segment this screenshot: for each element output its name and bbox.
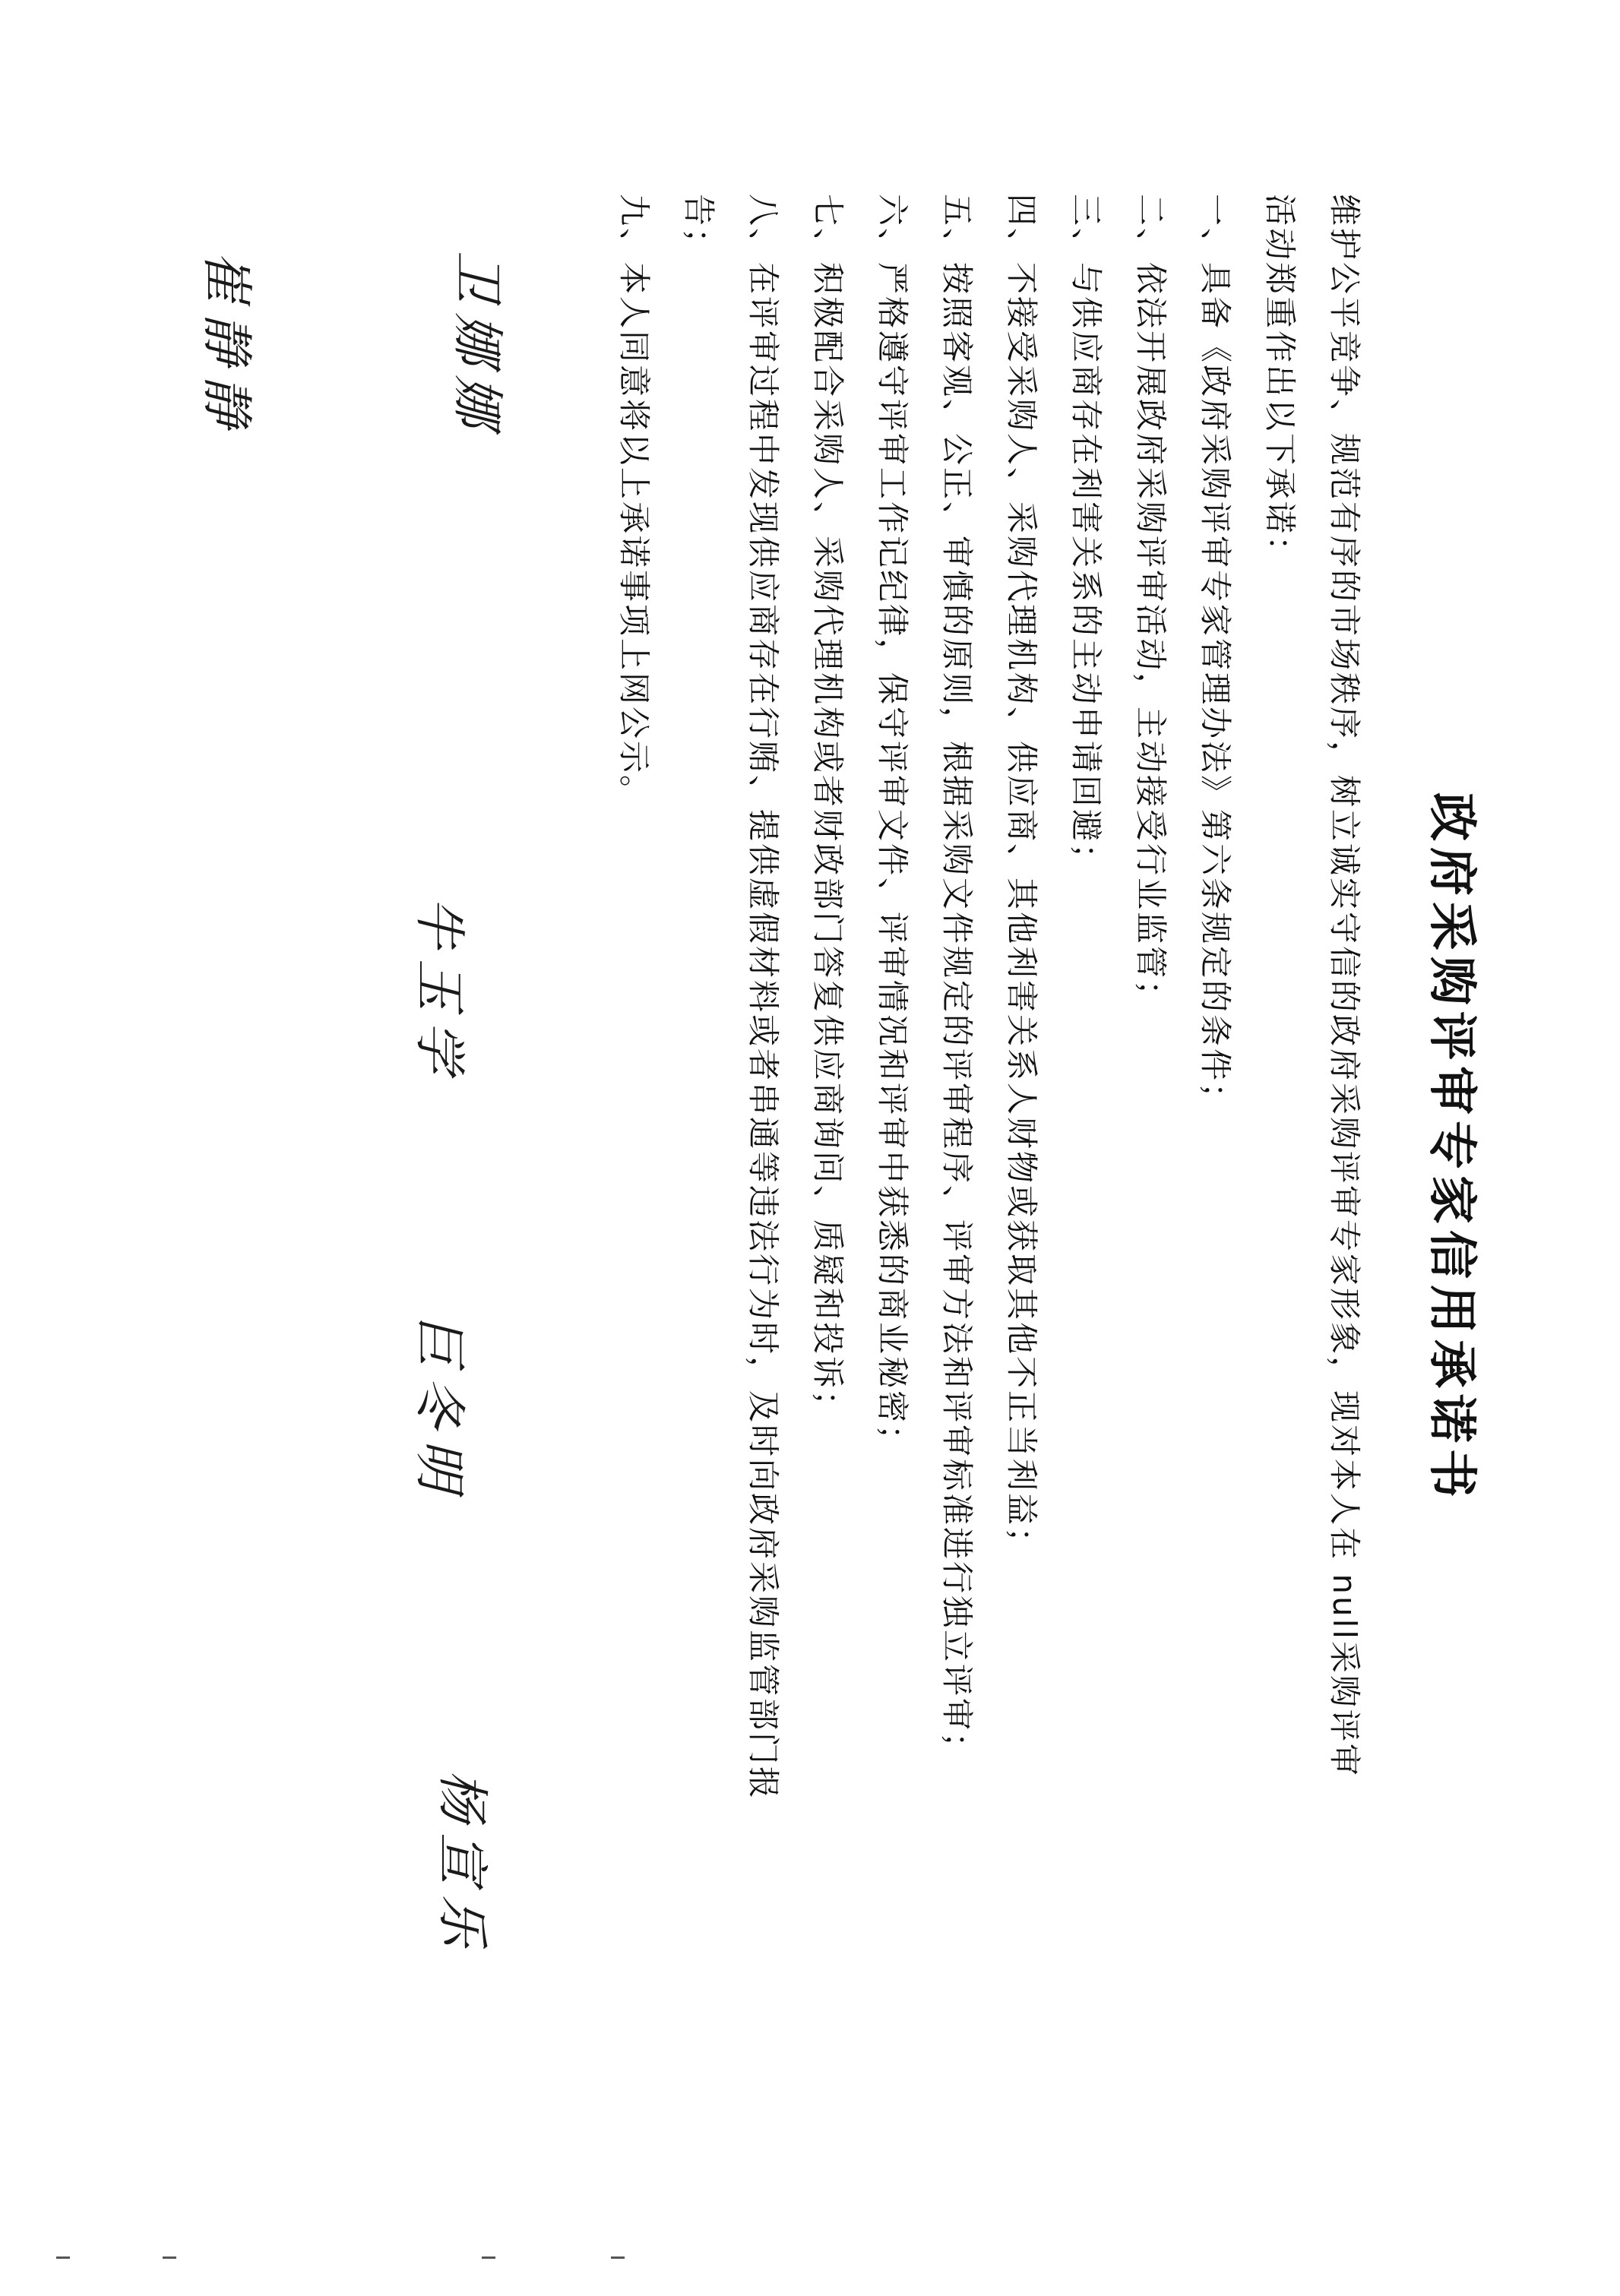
scan-mark	[482, 2256, 495, 2259]
commitment-item-8: 八、在评审过程中发现供应商存在行贿、提供虚假材料或者串通等违法行为时，及时向政府采购监管部门报	[745, 194, 782, 1801]
commitment-item-4: 四、不接受采购人、采购代理机构、供应商、其他利害关系人财物或获取其他不正当利益；	[1003, 194, 1040, 1562]
signature-4: 杨宣乐	[432, 1770, 492, 1958]
commitment-item-8-continuation: 告；	[680, 194, 717, 263]
scan-mark	[611, 2256, 625, 2259]
intro-line-1: 维护公平竞争、规范有序的市场秩序，树立诚实守信的政府采购评审专家形象，现对本人在 null采购评审	[1326, 194, 1363, 1778]
commitment-item-5: 五、按照客观、公正、审慎的原则，根据采购文件规定的评审程序、评审方法和评审标准进行独立评审；	[938, 194, 976, 1767]
signature-1: 卫娜娜	[447, 251, 507, 438]
scan-mark	[163, 2256, 176, 2259]
scan-mark	[56, 2256, 70, 2259]
signature-2: 牛玉学	[409, 897, 469, 1084]
commitment-item-6: 六、严格遵守评审工作记纪律，保守评审文件、评审情况和评审中获悉的商业秘密；	[874, 194, 911, 1460]
commitment-item-2: 二、依法开展政府采购评审活动，主动接受行业监管；	[1132, 194, 1169, 1015]
commitment-item-3: 三、与供应商存在利害关系的主动申请回避；	[1068, 194, 1105, 878]
commitment-item-9: 九、本人同意将以上承诺事项上网公示。	[615, 194, 653, 810]
signature-3: 巨冬明	[409, 1314, 469, 1502]
intro-line-2: 活动郑重作出以下承诺：	[1261, 194, 1299, 571]
document-title: 政府采购评审专家信用承诺书	[1423, 792, 1479, 1504]
scan-edge-marks	[0, 2249, 1620, 2294]
signature-5: 崔静静	[196, 251, 256, 438]
commitment-item-1: 一、具备《政府采购评审专家管理办法》第六条规定的条件；	[1197, 194, 1234, 1118]
commitment-item-7: 七、积极配合采购人、采购代理机构或者财政部门答复供应商询问、质疑和投诉；	[809, 194, 846, 1425]
